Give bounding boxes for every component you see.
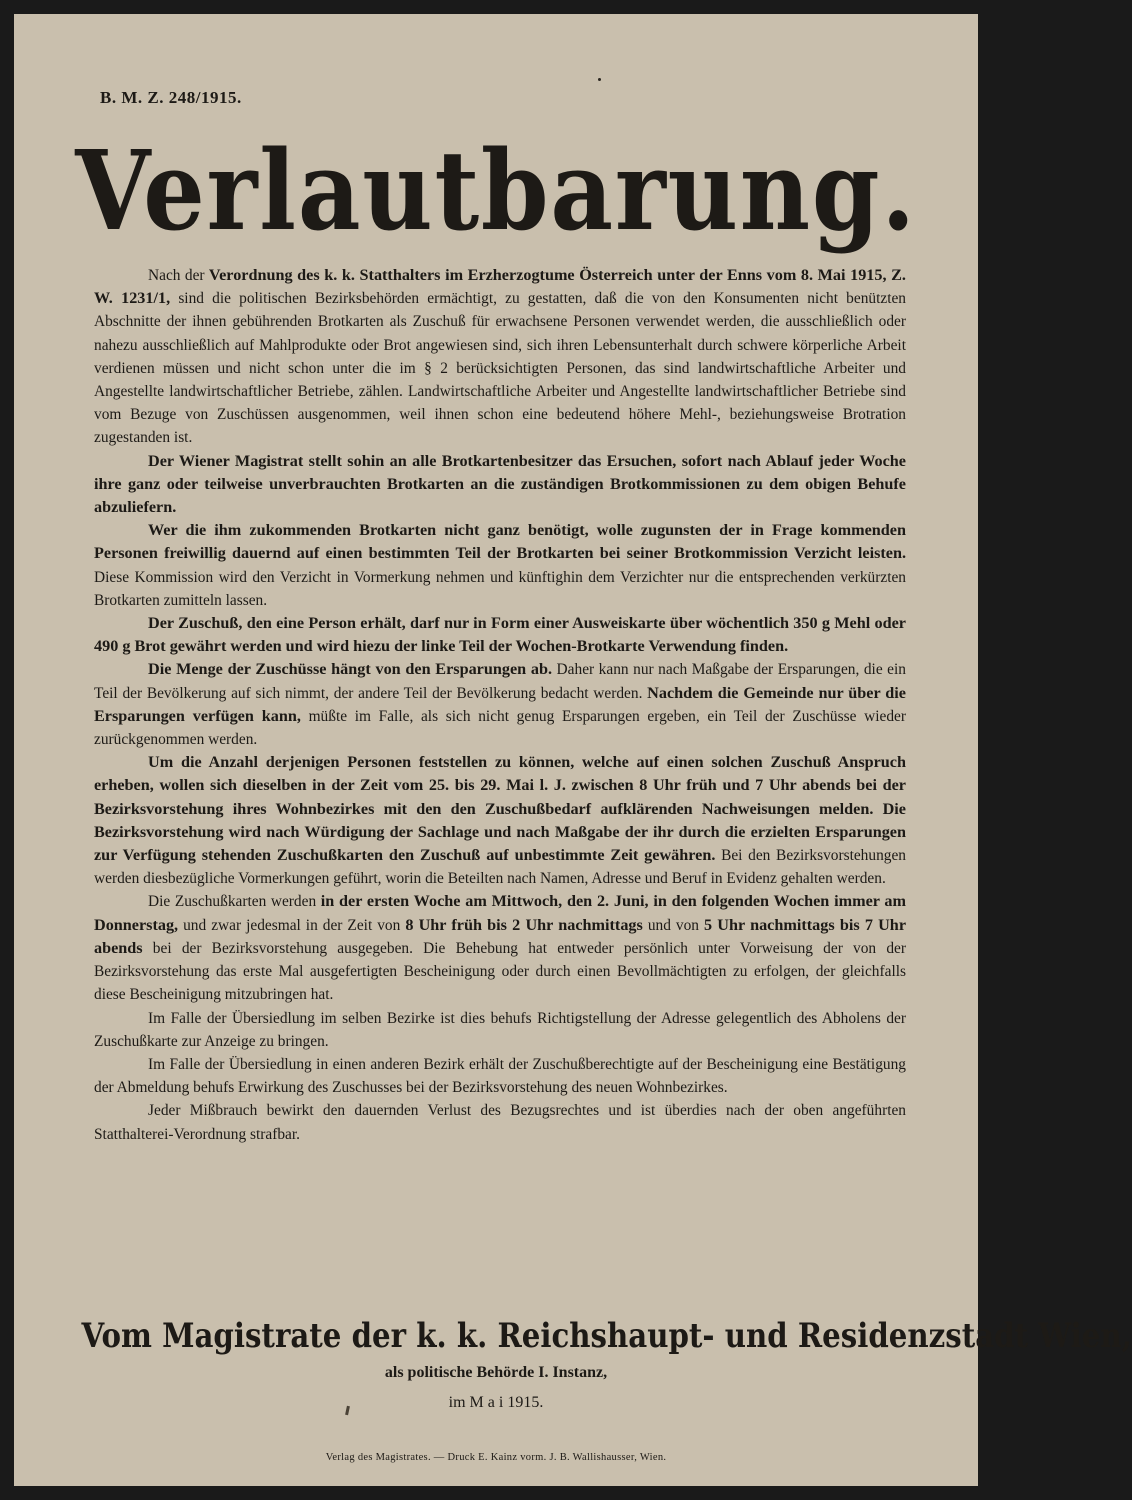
paragraph-text: bei der Bezirksvorstehung ausgegeben. Die Behebung hat entweder persönlich unter Vorweisung der von der Bezirksvorstehung das erste Mal ausgefertigten Bescheinigung oder durch einen Bevollmächtigten zu erfolgen, der gleichfalls diese Bescheinigung mitzubringen hat. [94, 939, 906, 1004]
issuer-authority: als politische Behörde I. Instanz, [384, 1364, 608, 1381]
printer-footer: Verlag des Magistrates. — Druck E. Kainz vorm. J. B. Wallishausser, Wien. [325, 1452, 667, 1463]
reference-number: B. M. Z. 248/1915. [100, 88, 242, 107]
body-paragraph [94, 264, 906, 450]
emphasized-text: 5 Uhr nachmittags bis 7 Uhr abends [94, 915, 906, 957]
paragraph-text: Im Falle der Übersiedlung im selben Bezirke ist dies behufs Richtigstellung der Adresse gelegentlich des Abholens der Zuschußkarte zur Anzeige zu bringen. [94, 1009, 906, 1050]
emphasized-text: Der Zuschuß, den eine Person erhält, darf nur in Form einer Ausweiskarte über wöchentlich 350 g Mehl oder 490 g Brot gewährt werden und wird hiezu der linke Teil der Wochen-Brotkarte Verwendung finden. [94, 614, 906, 656]
paragraph-text: Diese Kommission wird den Verzicht in Vormerkung nehmen und künftighin dem Verzichter nur die entsprechenden verkürzten Brotkarten zumitteln lassen. [94, 568, 906, 609]
paragraph-text: Bei den Bezirksvorstehungen werden diesbezügliche Vormerkungen geführt, worin die Beteilten nach Namen, Adresse und Beruf in Evidenz gehalten werden. [94, 847, 906, 888]
emphasized-text: Um die Anzahl derjenigen Personen feststellen zu können, welche auf einen solchen Zuschuß Anspruch erheben, wollen sich dieselben in der Zeit vom 25. bis 29. Mai l. J. zwischen 8 Uhr früh und 7 Uhr abends bei der Bezirksvorstehung ihres Wohnbezirkes mit den den Zuschußbedarf aufklärenden Nachweisungen melden. Die Bezirksvorstehung wird nach Würdigung der Sachlage und nach Maßgabe der ihr durch die erzielten Ersparungen zur Verfügung stehenden Zuschußkarten den Zuschuß auf unbestimmte Zeit gewähren. [94, 753, 906, 865]
page-title: Verlautbarung. [75, 126, 917, 255]
body-paragraph [94, 658, 906, 751]
poster-sheet [14, 14, 1132, 1486]
body-paragraph [94, 519, 906, 612]
issuer-signature: Vom Magistrate der k. k. Reichshaupt- und Residenzstadt Wien, [81, 1316, 1132, 1356]
paragraph-text: Im Falle der Übersiedlung in einen anderen Bezirk erhält der Zuschußberechtigte auf der Bescheinigung eine Bestätigung der Abmeldung behufs Erwirkung des Zuschusses bei der Bezirksvorstehung des neuen Wohnbezirkes. [94, 1055, 906, 1097]
issue-date: im M a i 1915. [448, 1394, 544, 1411]
emphasized-text: Nachdem die Gemeinde nur über die Ersparungen verfügen kann, [94, 683, 906, 725]
body-paragraph [94, 1099, 906, 1145]
paragraph-text: und von [642, 916, 704, 934]
paragraph-text: Die Zuschußkarten werden [148, 893, 321, 911]
emphasized-text: in der ersten Woche am Mittwoch, den 2. Juni, in den folgenden Wochen immer am Donnerstag, [94, 892, 907, 934]
body-paragraph [94, 751, 906, 890]
paragraph-text: müßte im Falle, als sich nicht genug Ersparungen ergeben, ein Teil der Zuschüsse wieder zurückgenommen werden. [94, 707, 906, 749]
emphasized-text: Wer die ihm zukommenden Brotkarten nicht ganz benötigt, wolle zugunsten der in Frage kommenden Personen freiwillig dauernd auf einen bestimmten Teil der Brotkarten bei seiner Brotkommission Verzicht leisten. [94, 521, 906, 563]
body-paragraph [94, 450, 906, 520]
emphasized-text: Verordnung des k. k. Statthalters im Erzherzogtume Österreich unter der Enns vom 8. Mai 1915, Z. W. 1231/1, [94, 266, 906, 308]
emphasized-text: Die Menge der Zuschüsse hängt von den Ersparungen ab. [148, 660, 553, 679]
paragraph-text: und zwar jedesmal in der Zeit von [178, 916, 406, 934]
emphasized-text: 8 Uhr früh bis 2 Uhr nachmittags [405, 915, 643, 934]
paragraph-text: sind die politischen Bezirksbehörden ermächtigt, zu gestatten, daß die von den Konsumenten nicht benützten Abschnitte der ihnen gebührenden Brotkarten als Zuschuß für erwachsene Personen verwendet werden, die ausschließlich oder nahezu ausschließlich auf Mahlprodukte oder Brot angewiesen sind, sich ihren Lebensunterhalt durch schwere körperliche Arbeit verdienen müssen und nicht schon unter die im § 2 berücksichtigten Personen, das sind landwirtschaftliche Arbeiter und Angestellte landwirtschaftlicher Betriebe, zählen. Landwirtschaftliche Arbeiter und Angestellte landwirtschaftlicher Betriebe sind vom Bezuge von Zuschüssen ausgenommen, weil ihnen schon eine bedeutend höhere Mehl-, beziehungsweise Brotration zugestanden ist. [94, 290, 906, 447]
paragraph-text: Jeder Mißbrauch bewirkt den dauernden Verlust des Bezugsrechtes und ist überdies nach der oben angeführten Statthalterei-Verordnung strafbar. [94, 1102, 906, 1143]
body-paragraph [94, 1053, 906, 1099]
body-paragraph [94, 612, 906, 658]
ink-speck [598, 78, 601, 81]
announcement-body [94, 264, 906, 1146]
body-paragraph [94, 1007, 906, 1053]
emphasized-text: Der Wiener Magistrat stellt sohin an alle Brotkartenbesitzer das Ersuchen, sofort nach Ablauf jeder Woche ihre ganz oder teilweise unverbrauchten Brotkarten an die zuständigen Brotkommissionen zu dem obigen Behufe abzuliefern. [94, 451, 906, 517]
paragraph-text: Daher kann nur nach Maßgabe der Ersparungen, die ein Teil der Bevölkerung auf sich nimmt, der andere Teil der Bevölkerung bedacht werden. [94, 661, 906, 702]
body-paragraph [94, 890, 906, 1006]
paragraph-text: Nach der [148, 267, 209, 284]
